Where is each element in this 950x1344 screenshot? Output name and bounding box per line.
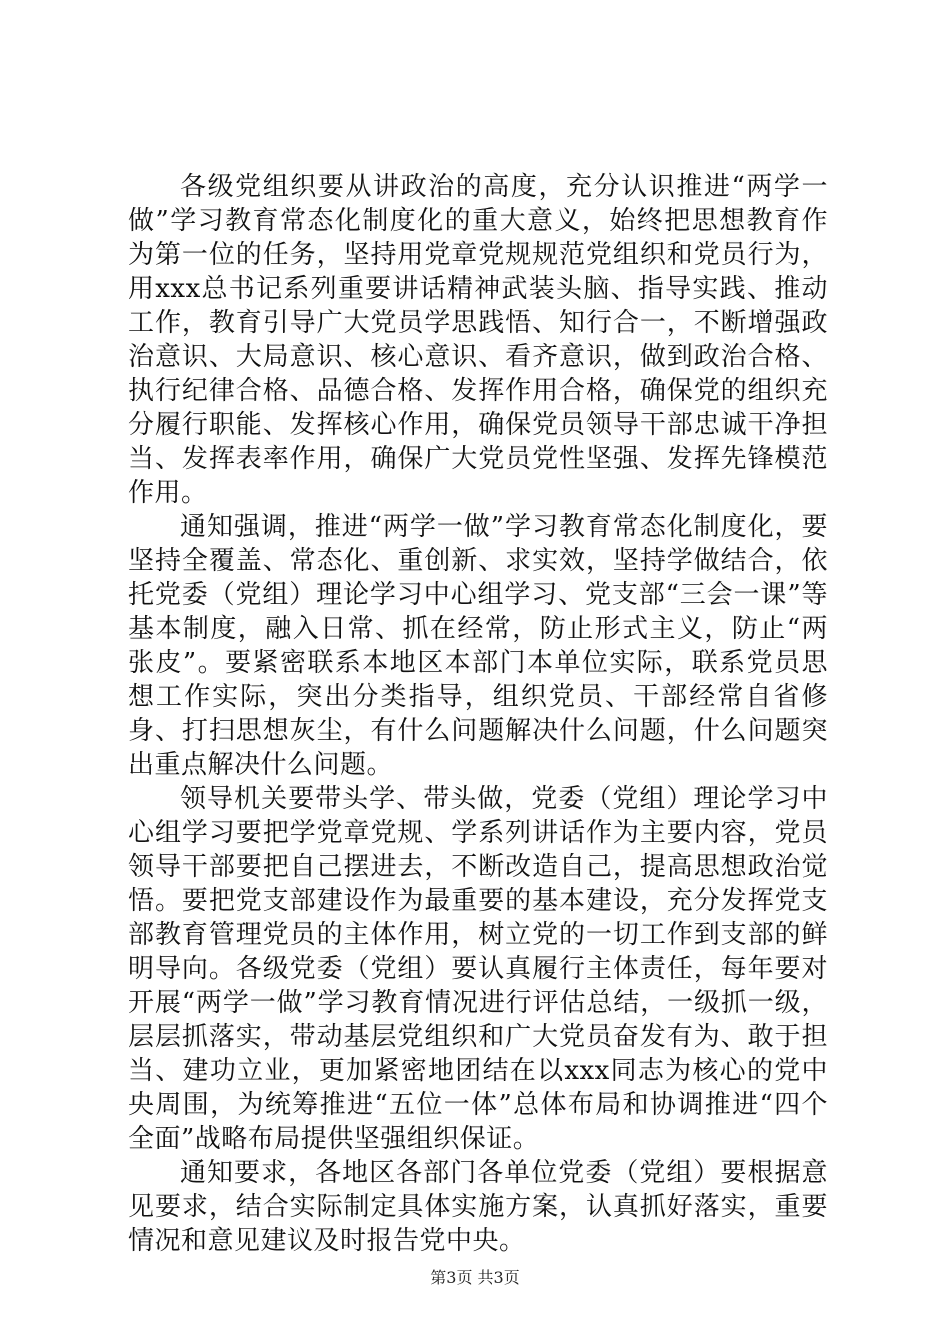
paragraph-4: 通知要求，各地区各部门各单位党委（党组）要根据意见要求，结合实际制定具体实施方案，认真抓好落实，重要情况和意见建议及时报告党中央。 <box>128 1158 828 1256</box>
document-body <box>128 170 828 1258</box>
paragraph-3: 领导机关要带头学、带头做，党委（党组）理论学习中心组学习要把学党章党规、学系列讲话作为主要内容，党员领导干部要把自己摆进去，不断改造自己，提高思想政治觉悟。要把党支部建设作为最重要的基本建设，充分发挥党支部教育管理党员的主体作用，树立党的一切工作到支部的鲜明导向。各级党委（党组）要认真履行主体责任，每年要对开展“两学一做”学习教育情况进行评估总结，一级抓一级，层层抓落实，带动基层党组织和广大党员奋发有为、敢于担当、建功立业，更加紧密地团结在以xxx同志为核心的党中央周围，为统筹推进“五位一体”总体布局和协调推进“四个全面”战略布局提供坚强组织保证。 <box>128 784 828 1154</box>
page-number-footer: 第3页 共3页 <box>430 1268 520 1287</box>
paragraph-2: 通知强调，推进“两学一做”学习教育常态化制度化，要坚持全覆盖、常态化、重创新、求实效，坚持学做结合，依托党委（党组）理论学习中心组学习、党支部“三会一课”等基本制度，融入日常、抓在经常，防止形式主义，防止“两张皮”。要紧密联系本地区本部门本单位实际，联系党员思想工作实际，突出分类指导，组织党员、干部经常自省修身、打扫思想灰尘，有什么问题解决什么问题，什么问题突出重点解决什么问题。 <box>128 512 828 780</box>
paragraph-1: 各级党组织要从讲政治的高度，充分认识推进“两学一做”学习教育常态化制度化的重大意义，始终把思想教育作为第一位的任务，坚持用党章党规规范党组织和党员行为，用xxx总书记系列重要讲话精神武装头脑、指导实践、推动工作，教育引导广大党员学思践悟、知行合一，不断增强政治意识、大局意识、核心意识、看齐意识，做到政治合格、执行纪律合格、品德合格、发挥作用合格，确保党的组织充分履行职能、发挥核心作用，确保党员领导干部忠诚干净担当、发挥表率作用，确保广大党员党性坚强、发挥先锋模范作用。 <box>128 172 828 508</box>
